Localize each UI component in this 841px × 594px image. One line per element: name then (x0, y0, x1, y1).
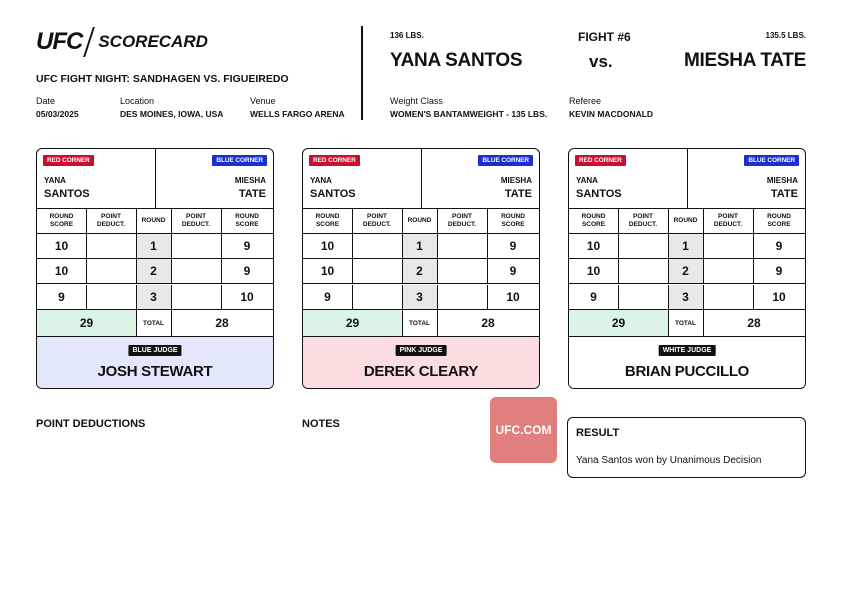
round-number: 3 (668, 285, 703, 309)
notes-title: NOTES (302, 418, 340, 430)
blue-fighter-weight: 135.5 LBS. (765, 31, 806, 40)
blue-point-deduct-header: POINT DEDUCT. (713, 213, 743, 228)
logo-divider (83, 27, 95, 57)
ufc-logo: UFC (36, 28, 83, 55)
blue-round-score: 9 (509, 264, 517, 279)
blue-round-score: 9 (775, 239, 783, 253)
ufc-scorecard-logo (36, 28, 208, 56)
red-corner-badge: RED CORNER (309, 155, 360, 166)
blue-round-score-header: ROUND SCORE (235, 213, 259, 228)
round-row (37, 234, 273, 259)
blue-point-deduction (171, 285, 221, 309)
red-point-deduction (352, 285, 402, 309)
red-total-score: 29 (37, 310, 136, 336)
judge-badge: BLUE JUDGE (128, 345, 181, 356)
red-fighter-last-name: SANTOS (576, 188, 622, 200)
red-round-score: 10 (320, 239, 335, 253)
judge-area (303, 337, 539, 389)
blue-corner-badge: BLUE CORNER (212, 155, 267, 166)
red-round-score: 10 (320, 264, 335, 279)
corner-divider (155, 149, 156, 209)
vs-text: vs. (589, 52, 613, 71)
blue-corner-badge: BLUE CORNER (744, 155, 799, 166)
red-point-deduct-header: POINT DEDUCT. (96, 213, 126, 228)
red-round-score-header: ROUND SCORE (581, 213, 606, 228)
red-point-deduction (352, 259, 402, 283)
red-round-score: 9 (58, 289, 65, 304)
red-corner-badge: RED CORNER (43, 155, 94, 166)
round-header: ROUND (673, 217, 698, 224)
red-total-score: 29 (569, 310, 668, 336)
red-round-score: 10 (54, 264, 69, 279)
blue-fighter-last-name: TATE (770, 188, 798, 200)
blue-point-deduct-header: POINT DEDUCT. (181, 213, 211, 228)
round-row (303, 285, 539, 310)
corner-divider (421, 149, 422, 209)
red-total-score: 29 (303, 310, 402, 336)
blue-point-deduction (171, 234, 221, 258)
venue-label: Venue (250, 96, 276, 106)
weight-class-label: Weight Class (390, 96, 443, 106)
score-header-row (37, 209, 273, 234)
blue-total-score: 28 (215, 316, 229, 330)
round-number: 3 (402, 285, 437, 309)
point-deductions-title: POINT DEDUCTIONS (36, 418, 146, 430)
judge-name: JOSH STEWART (97, 363, 213, 380)
blue-round-score: 9 (243, 264, 251, 279)
red-round-score: 10 (586, 264, 601, 279)
blue-point-deduction (437, 285, 487, 309)
date-label: Date (36, 96, 56, 106)
round-row (569, 234, 805, 259)
corner-divider (687, 149, 688, 209)
blue-point-deduction (437, 234, 487, 258)
red-round-score: 9 (590, 289, 597, 304)
blue-corner-badge: BLUE CORNER (478, 155, 533, 166)
red-round-score: 9 (324, 289, 331, 304)
blue-fighter-last-name: TATE (238, 188, 266, 200)
blue-fighter-first-name: MIESHA (500, 176, 532, 185)
red-fighter-first-name: YANA (44, 176, 66, 185)
red-round-score: 10 (54, 239, 69, 253)
total-label: TOTAL (408, 319, 431, 327)
red-point-deduction (618, 285, 668, 309)
red-point-deduction (618, 259, 668, 283)
location-value: DES MOINES, IOWA, USA (120, 109, 224, 119)
red-round-score: 10 (586, 239, 601, 253)
total-row (37, 310, 273, 337)
judge-badge: WHITE JUDGE (659, 345, 716, 356)
round-number: 1 (402, 234, 437, 258)
score-header-row (303, 209, 539, 234)
round-number: 1 (136, 234, 171, 258)
fight-number: FIGHT #6 (578, 30, 631, 44)
ufc-com-watermark: UFC.COM (490, 397, 557, 463)
corner-header (37, 149, 273, 209)
red-fighter-last-name: SANTOS (44, 188, 90, 200)
blue-round-score: 10 (506, 289, 520, 304)
round-header: ROUND (141, 217, 166, 224)
blue-round-score: 10 (240, 289, 254, 304)
judge-area (37, 337, 273, 389)
blue-fighter-first-name: MIESHA (766, 176, 798, 185)
round-number: 1 (668, 234, 703, 258)
round-number: 2 (668, 259, 703, 283)
result-title: RESULT (576, 427, 620, 439)
corner-header (303, 149, 539, 209)
red-round-score-header: ROUND SCORE (315, 213, 340, 228)
judge-badge: PINK JUDGE (396, 345, 447, 356)
date-value: 05/03/2025 (36, 109, 79, 119)
judge-area (569, 337, 805, 389)
red-fighter-last-name: SANTOS (310, 188, 356, 200)
blue-round-score: 9 (243, 239, 251, 253)
total-label: TOTAL (142, 319, 165, 327)
blue-round-score: 10 (772, 289, 786, 304)
total-label: TOTAL (674, 319, 697, 327)
event-title: UFC FIGHT NIGHT: SANDHAGEN VS. FIGUEIREDO (36, 73, 289, 85)
red-point-deduction (86, 234, 136, 258)
score-header-row (569, 209, 805, 234)
venue-value: WELLS FARGO ARENA (250, 109, 345, 119)
blue-fighter-name: MIESHA TATE (684, 50, 806, 71)
red-corner-badge: RED CORNER (575, 155, 626, 166)
blue-point-deduction (703, 285, 753, 309)
referee-label: Referee (569, 96, 602, 106)
corner-header (569, 149, 805, 209)
blue-total-score: 28 (481, 316, 495, 330)
header-divider (361, 26, 363, 120)
blue-total-score: 28 (747, 316, 761, 330)
blue-round-score: 9 (509, 239, 517, 253)
round-number: 2 (136, 259, 171, 283)
total-row (303, 310, 539, 337)
blue-round-score: 9 (775, 264, 783, 279)
round-row (37, 285, 273, 310)
weight-class-value: WOMEN'S BANTAMWEIGHT - 135 LBS. (390, 109, 548, 119)
round-row (569, 259, 805, 284)
red-fighter-first-name: YANA (576, 176, 598, 185)
total-row (569, 310, 805, 337)
blue-point-deduction (171, 259, 221, 283)
result-text: Yana Santos won by Unanimous Decision (576, 455, 762, 466)
red-point-deduction (86, 259, 136, 283)
red-fighter-first-name: YANA (310, 176, 332, 185)
red-point-deduction (352, 234, 402, 258)
round-row (569, 285, 805, 310)
round-row (303, 234, 539, 259)
red-round-score-header: ROUND SCORE (49, 213, 74, 228)
blue-round-score-header: ROUND SCORE (501, 213, 525, 228)
blue-point-deduction (437, 259, 487, 283)
red-point-deduction (618, 234, 668, 258)
scorecard-title: SCORECARD (98, 32, 208, 51)
red-point-deduction (86, 285, 136, 309)
blue-point-deduction (703, 234, 753, 258)
judge-scorecard (568, 148, 806, 389)
red-fighter-weight: 136 LBS. (390, 31, 424, 40)
round-number: 2 (402, 259, 437, 283)
round-header: ROUND (407, 217, 432, 224)
blue-round-score-header: ROUND SCORE (767, 213, 791, 228)
red-point-deduct-header: POINT DEDUCT. (362, 213, 392, 228)
judge-scorecard (302, 148, 540, 389)
blue-fighter-first-name: MIESHA (234, 176, 266, 185)
round-row (37, 259, 273, 284)
location-label: Location (120, 96, 155, 106)
judge-name: BRIAN PUCCILLO (624, 363, 750, 380)
round-number: 3 (136, 285, 171, 309)
red-point-deduct-header: POINT DEDUCT. (628, 213, 658, 228)
referee-value: KEVIN MACDONALD (569, 109, 654, 119)
judge-scorecard (36, 148, 274, 389)
red-fighter-name: YANA SANTOS (390, 50, 523, 71)
blue-point-deduct-header: POINT DEDUCT. (447, 213, 477, 228)
judge-name: DEREK CLEARY (363, 363, 479, 380)
result-box (567, 417, 806, 478)
round-row (303, 259, 539, 284)
blue-point-deduction (703, 259, 753, 283)
blue-fighter-last-name: TATE (504, 188, 532, 200)
